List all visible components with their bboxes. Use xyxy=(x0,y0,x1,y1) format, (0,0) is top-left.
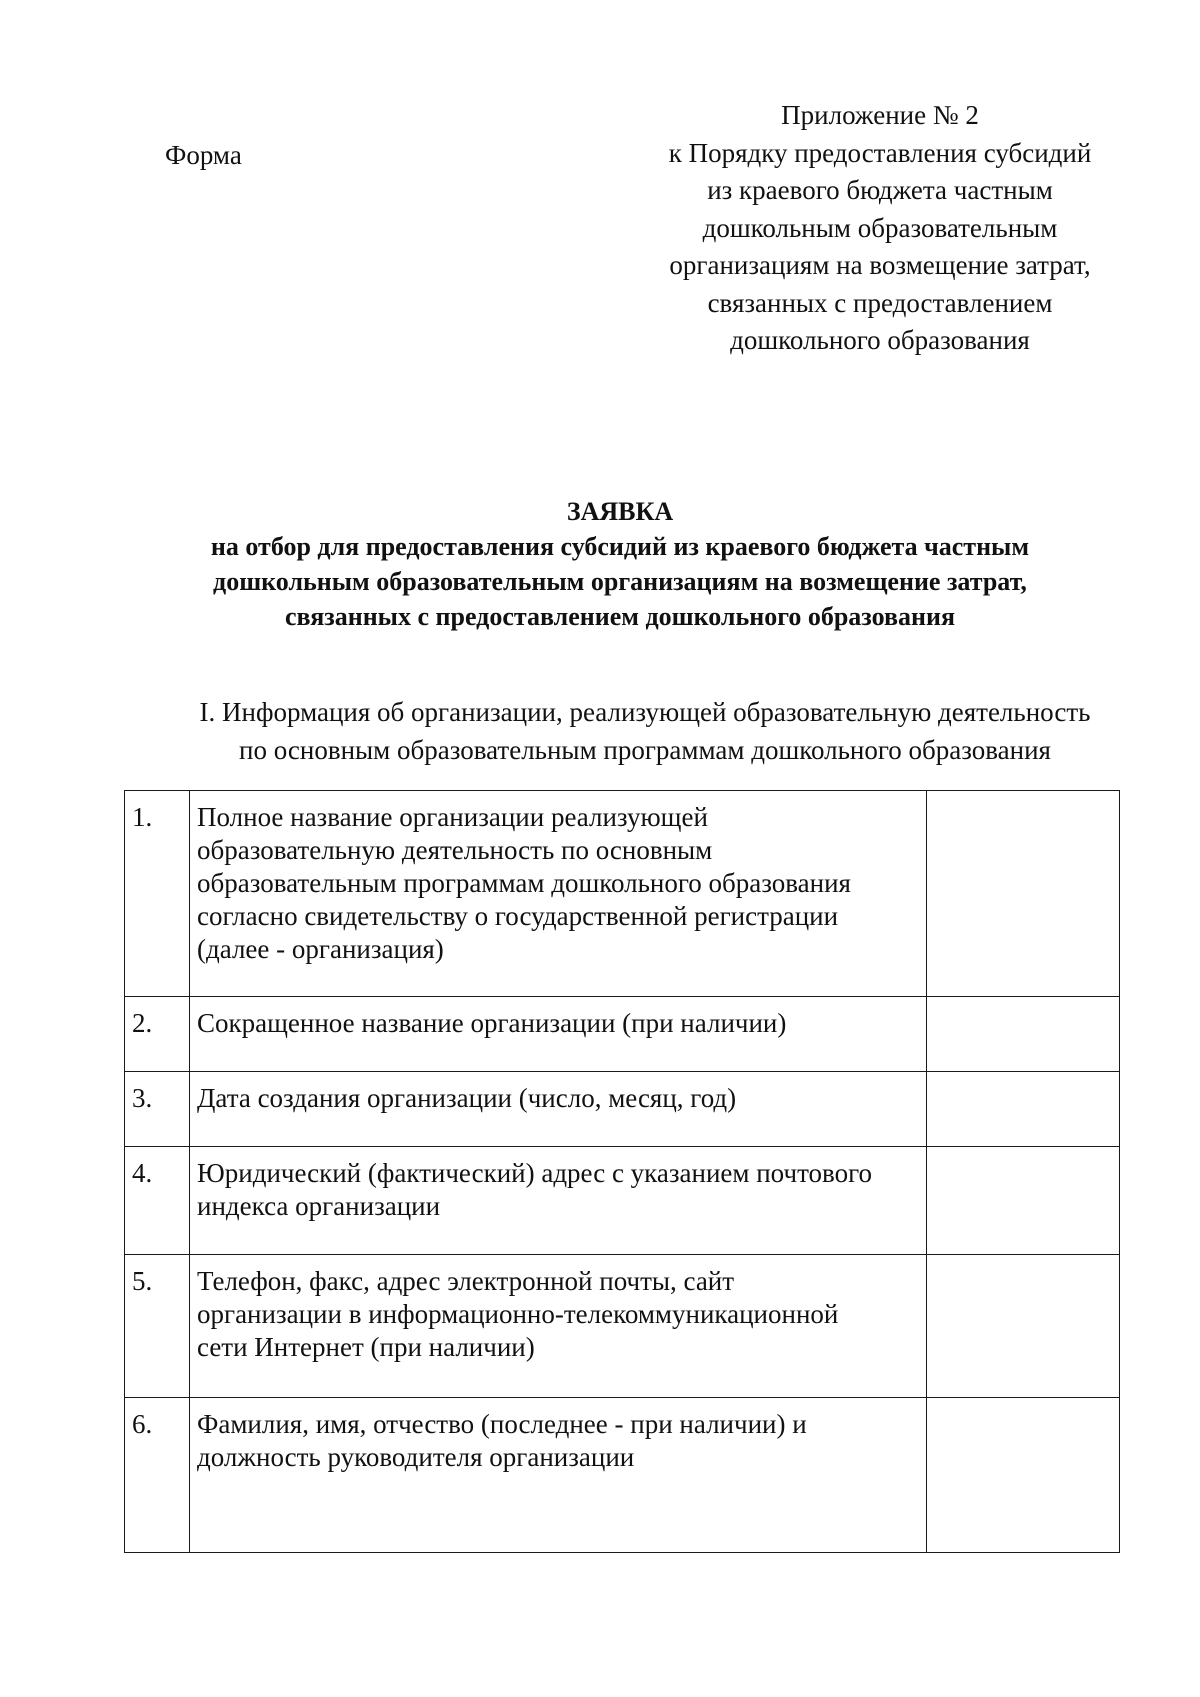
row-description xyxy=(190,1398,927,1553)
row-description-line: Телефон, факс, адрес электронной почты, сайт xyxy=(197,1266,735,1296)
row-description-line: Полное название организации реализующей xyxy=(197,802,708,832)
appendix-line: дошкольного образования xyxy=(730,325,1030,355)
appendix-line: организациям на возмещение затрат, xyxy=(669,250,1091,280)
document-title xyxy=(120,494,1120,634)
title-line: связанных с предоставлением дошкольного образования xyxy=(284,602,956,631)
title-line: на отбор для предоставления субсидий из краевого бюджета частным xyxy=(210,532,1030,561)
row-description xyxy=(190,997,927,1072)
row-description-line: Юридический (фактический) адрес с указанием почтового xyxy=(197,1158,872,1188)
title-line: дошкольным образовательным организациям на возмещение затрат, xyxy=(213,567,1027,596)
row-number: 1. xyxy=(125,791,190,997)
table-row xyxy=(125,997,1120,1072)
row-description-line: (далее - организация) xyxy=(197,934,444,964)
row-description-line: образовательным программам дошкольного образования xyxy=(197,868,851,898)
row-number: 5. xyxy=(125,1255,190,1398)
row-description-line: Сокращенное название организации (при наличии) xyxy=(197,1008,787,1038)
row-number: 6. xyxy=(125,1398,190,1553)
row-number: 4. xyxy=(125,1147,190,1255)
row-description-line: сети Интернет (при наличии) xyxy=(197,1332,535,1362)
appendix-line: Приложение № 2 xyxy=(781,100,979,130)
form-label: Форма xyxy=(165,140,242,170)
title-heading: ЗАЯВКА xyxy=(566,497,674,526)
row-value-field[interactable] xyxy=(927,997,1120,1072)
section-line: по основным образовательным программам дошкольного образования xyxy=(239,735,1051,765)
row-number: 3. xyxy=(125,1072,190,1147)
appendix-block xyxy=(640,97,1120,360)
table-row xyxy=(125,1398,1120,1553)
appendix-line: связанных с предоставлением xyxy=(707,287,1053,318)
row-description xyxy=(190,791,927,997)
row-description xyxy=(190,1072,927,1147)
row-description xyxy=(190,1255,927,1398)
row-value-field[interactable] xyxy=(927,791,1120,997)
table-row xyxy=(125,1255,1120,1398)
row-value-field[interactable] xyxy=(927,1147,1120,1255)
row-description-line: индекса организации xyxy=(197,1191,441,1221)
row-description-line: Дата создания организации (число, месяц, год) xyxy=(197,1083,737,1113)
row-value-field[interactable] xyxy=(927,1072,1120,1147)
table-row xyxy=(125,1147,1120,1255)
appendix-line: к Порядку предоставления субсидий xyxy=(668,137,1092,168)
table-row xyxy=(125,1072,1120,1147)
application-table xyxy=(124,790,1120,1553)
appendix-line: из краевого бюджета частным xyxy=(707,175,1053,205)
row-description-line: должность руководителя организации xyxy=(197,1442,635,1472)
row-number: 2. xyxy=(125,997,190,1072)
section-line: I. Информация об организации, реализующей образовательную деятельность xyxy=(199,697,1091,727)
row-description-line: согласно свидетельству о государственной регистрации xyxy=(197,901,839,931)
row-value-field[interactable] xyxy=(927,1398,1120,1553)
section-heading xyxy=(150,693,1140,769)
row-description-line: Фамилия, имя, отчество (последнее - при наличии) и xyxy=(197,1409,807,1439)
row-description-line: образовательную деятельность по основным xyxy=(197,835,713,865)
table-row xyxy=(125,791,1120,997)
appendix-line: дошкольным образовательным xyxy=(702,212,1058,243)
row-description-line: организации в информационно-телекоммуникационной xyxy=(197,1299,839,1329)
row-value-field[interactable] xyxy=(927,1255,1120,1398)
row-description xyxy=(190,1147,927,1255)
